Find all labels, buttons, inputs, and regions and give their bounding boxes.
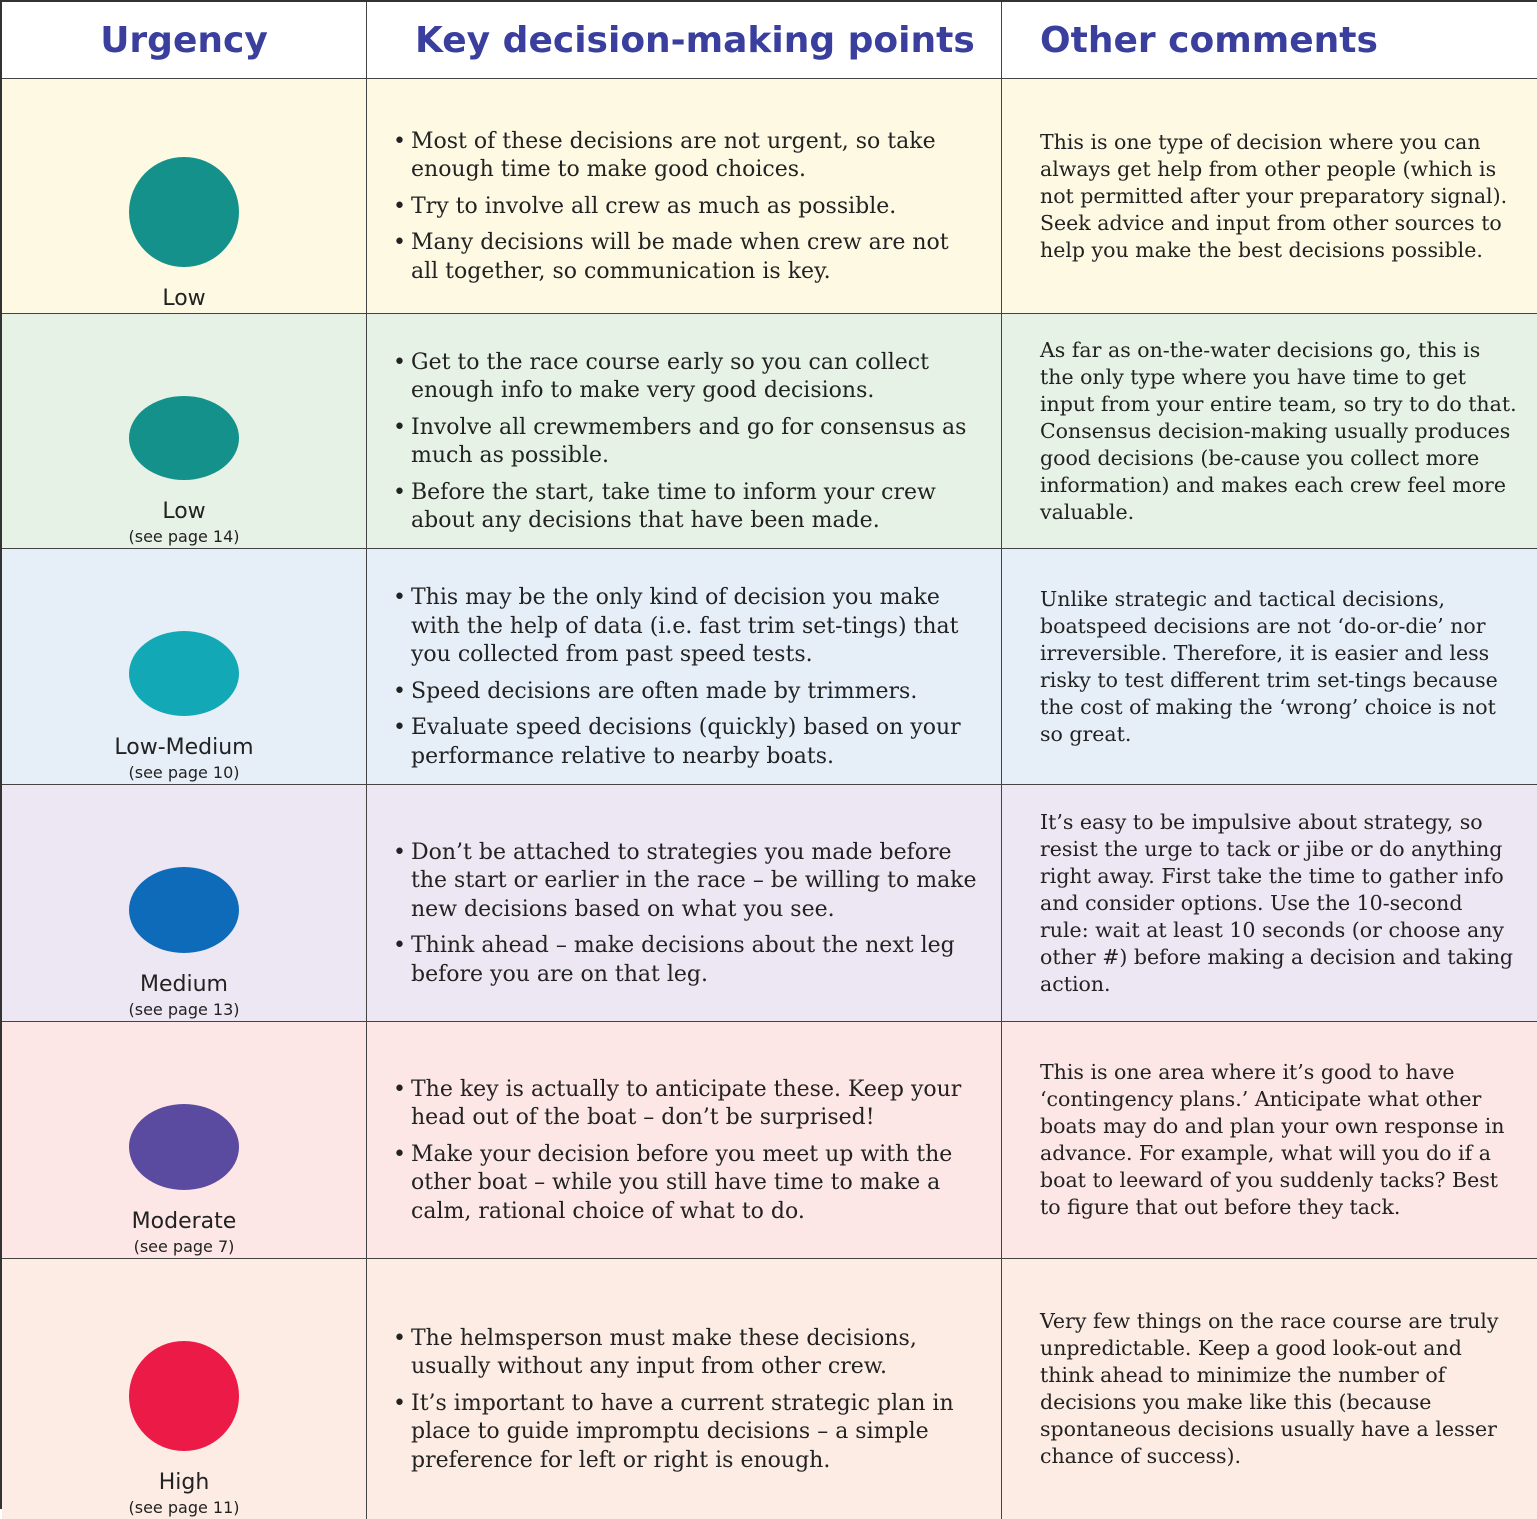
key-point: • Many decisions will be made when crew are not all together, so communication is key. [393,230,949,284]
comment-text: It’s easy to be impulsive about strategy, so resist the urge to tack or jibe or do anything right away. First take the time to gather info and consider options. Use the 10-second rule: wait at least 10 seconds (or choose any other #) before making a decision and taking action. [1040,809,1514,996]
header-other-comments: Other comments [1002,2,1537,79]
urgency-cell [2,314,367,549]
key-point: • Try to involve all crew as much as possible. [393,193,897,219]
comment-text: This is one area where it’s good to have ‘contingency plans.’ Anticipate what other boats may do and plan your own response in advance. For example, what will you do if a boat to leeward of you suddenly tacks? Best to figure that out before they tack. [1040,1060,1505,1219]
urgency-indicator-dot [129,867,239,953]
urgency-page-ref: (see page 14) [128,527,240,546]
urgency-label: Medium [140,972,228,997]
key-points-cell [367,79,1002,314]
comment-text: Unlike strategic and tactical decisions, boatspeed decisions are not ‘do-or-die’ nor irreversible. Therefore, it is easier and less risky to test different trim set-tings because the cost of making the ‘wrong’ choice is not so great. [1040,586,1498,746]
urgency-cell [2,79,367,314]
comment-cell [1002,1259,1537,1519]
comment-cell [1002,549,1537,785]
urgency-label: Low [162,499,206,524]
key-point: • Evaluate speed decisions (quickly) based on your performance relative to nearby boats. [393,715,961,769]
key-point: • Speed decisions are often made by trimmers. [393,678,918,704]
key-point: • Don’t be attached to strategies you made before the start or earlier in the race – be willing to make new decisions based on what you see. [393,839,977,922]
urgency-indicator-dot [129,631,239,716]
key-points-cell [367,314,1002,549]
urgency-label: Low-Medium [114,735,254,760]
comment-text: This is one type of decision where you can always get help from other people (which is not permitted after your preparatory signal). Seek advice and input from other sources to help you make the best decisions possible. [1040,129,1508,262]
comment-text: As far as on-the-water decisions go, this is the only type where you have time to get input from your entire team, so try to do that. Consensus decision-making usually produces good decisions (be-cause you collect more information) and makes each crew feel more valuable. [1040,337,1517,524]
urgency-label: High [158,1470,210,1495]
comment-cell [1002,79,1537,314]
urgency-page-ref: (see page 7) [133,1237,235,1256]
key-point: • It’s important to have a current strategic plan in place to guide impromptu decisions – a simple preference for left or right is enough. [393,1390,954,1473]
key-point: • Make your decision before you meet up with the other boat – while you still have time to make a calm, rational choice of what to do. [393,1141,953,1224]
urgency-cell [2,1022,367,1259]
urgency-indicator-dot [129,1341,239,1451]
key-point: • The helmsperson must make these decisions, usually without any input from other crew. [393,1325,917,1380]
key-point: • Most of these decisions are not urgent, so take enough time to make good choices. [393,128,936,183]
key-point: • Think ahead – make decisions about the next leg before you are on that leg. [393,933,955,987]
key-point: • Get to the race course early so you can collect enough info to make very good decisions. [393,349,929,403]
comment-cell [1002,1022,1537,1259]
urgency-label: Moderate [131,1209,237,1234]
key-point: • Involve all crewmembers and go for consensus as much as possible. [393,414,967,468]
key-point: • The key is actually to anticipate these. Keep your head out of the boat – don’t be surprised! [393,1076,962,1131]
urgency-page-ref: (see page 10) [128,763,240,782]
header-key-points: Key decision-making points [367,2,1002,79]
comment-text: Very few things on the race course are truly unpredictable. Keep a good look-out and think ahead to minimize the number of decisions you make like this (because spontaneous decisions usually have a lesser chance of success). [1040,1309,1499,1468]
urgency-page-ref: (see page 11) [128,1498,240,1517]
key-point: • This may be the only kind of decision you make with the help of data (i.e. fast trim set-tings) that you collected from past speed tests. [393,585,959,667]
urgency-page-ref: (see page 13) [128,1000,240,1019]
key-points-cell [367,1022,1002,1259]
urgency-indicator-dot [129,1104,239,1190]
urgency-indicator-dot [129,396,239,480]
urgency-label: Low [162,286,206,311]
key-points-cell [367,785,1002,1022]
key-points-cell [367,1259,1002,1519]
header-urgency: Urgency [2,2,367,79]
key-points-cell [367,549,1002,785]
urgency-cell [2,785,367,1022]
key-point: • Before the start, take time to inform your crew about any decisions that have been made. [393,479,936,533]
comment-cell [1002,785,1537,1022]
urgency-cell [2,1259,367,1519]
urgency-cell [2,549,367,785]
comment-cell [1002,314,1537,549]
urgency-indicator-dot [129,157,239,267]
